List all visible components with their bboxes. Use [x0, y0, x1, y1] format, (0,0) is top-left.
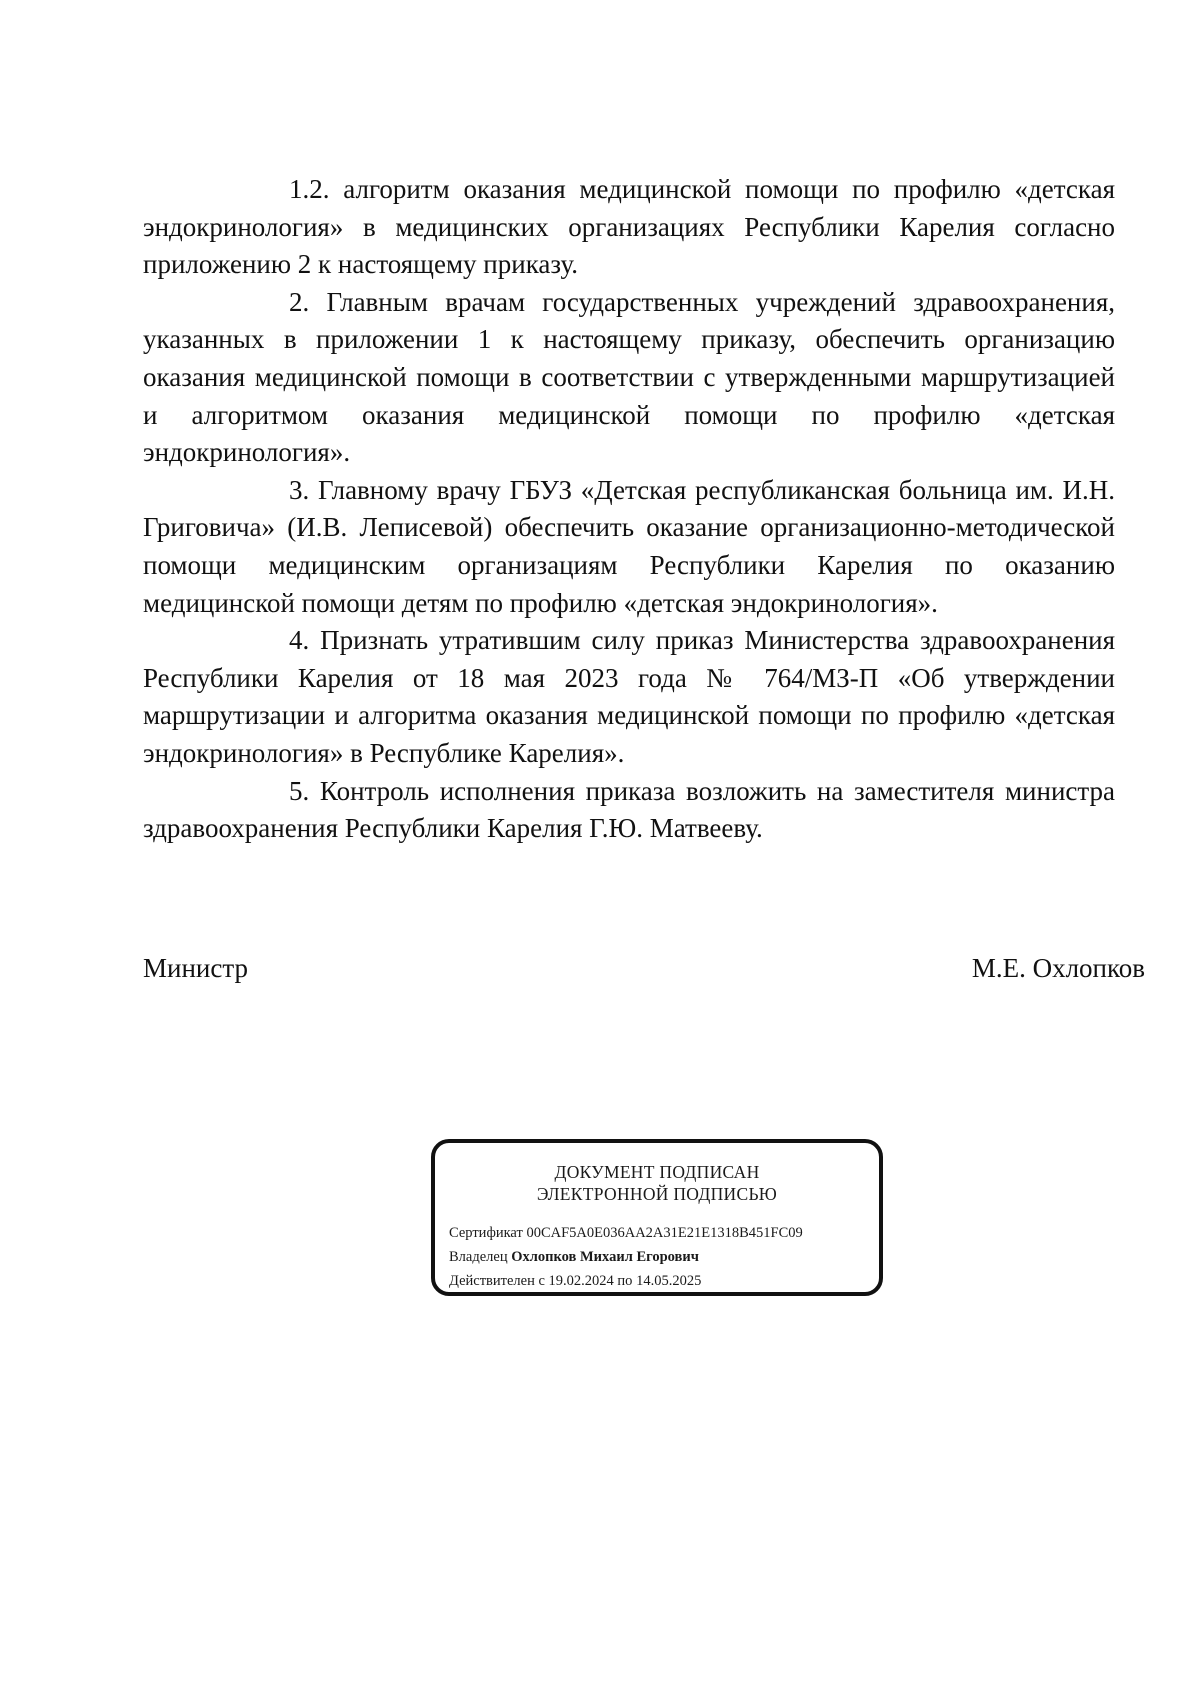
certificate-number: 00CAF5A0E036AA2A31E21E1318B451FC09 [526, 1225, 803, 1241]
stamp-certificate-line [449, 1221, 803, 1245]
order-body [143, 171, 1115, 848]
paragraph-number: 5. [289, 775, 310, 806]
paragraph-5 [143, 773, 1115, 848]
paragraph-number: 2. [289, 286, 310, 317]
stamp-title-line: ЭЛЕКТРОННОЙ ПОДПИСЬЮ [536, 1184, 778, 1204]
stamp-title-line: ДОКУМЕНТ ПОДПИСАН [554, 1162, 760, 1182]
paragraph-text: Контроль исполнения приказа возложить на заместителя министра здравоохранения Республики Карелия Г.Ю. Матвееву. [143, 775, 1115, 844]
paragraph-text: Главному врачу ГБУЗ «Детская республиканская больница им. И.Н. Григовича» (И.В. Леписевой) обеспечить оказание организационно-методической помощи медицинским организациям Республики Карелия по оказанию медицинской помощи детям по профилю «детская эндокринология». [143, 474, 1116, 618]
paragraph-number: 3. [289, 474, 310, 505]
paragraph-3 [143, 472, 1115, 622]
valid-label: Действителен с [449, 1273, 545, 1289]
paragraph-number: 4. [289, 625, 310, 656]
signature-block [143, 950, 1145, 987]
paragraph-1-2 [143, 171, 1115, 284]
valid-to-label: по [617, 1273, 633, 1289]
paragraph-text: Главным врачам государственных учреждений здравоохранения, указанных в приложении 1 к настоящему приказу, обеспечить организацию оказания медицинской помощи в соответствии с утвержденными маршрутизацией и алгоритмом оказания медицинской помощи по профилю «детская эндокринология». [143, 286, 1115, 468]
paragraph-text: алгоритм оказания медицинской помощи по профилю «детская эндокринология» в медицинских организациях Республики Карелия согласно приложению 2 к настоящему приказу. [143, 174, 1116, 280]
paragraph-number: 1.2. [289, 174, 330, 204]
valid-from: 19.02.2024 [548, 1273, 614, 1289]
certificate-label: Сертификат [449, 1225, 523, 1241]
signatory-name: М.Е. Охлопков [971, 953, 1145, 983]
paragraph-text: Признать утратившим силу приказ Министерства здравоохранения Республики Карелия от 18 мая 2023 года № 764/МЗ-П «Об утверждении маршрутизации и алгоритма оказания медицинской помощи по профилю «детская эндокринология» в Республике Карелия». [143, 625, 1116, 768]
owner-name: Охлопков Михаил Егорович [511, 1249, 699, 1265]
paragraph-4 [143, 622, 1115, 772]
owner-label: Владелец [449, 1249, 508, 1265]
stamp-validity-line [449, 1269, 803, 1293]
stamp-owner-line [449, 1245, 803, 1269]
stamp-title [435, 1161, 879, 1205]
paragraph-2 [143, 284, 1115, 472]
valid-to: 14.05.2025 [636, 1273, 702, 1289]
electronic-signature-stamp [431, 1139, 883, 1296]
signatory-position: Министр [143, 953, 248, 983]
stamp-details [449, 1221, 803, 1293]
